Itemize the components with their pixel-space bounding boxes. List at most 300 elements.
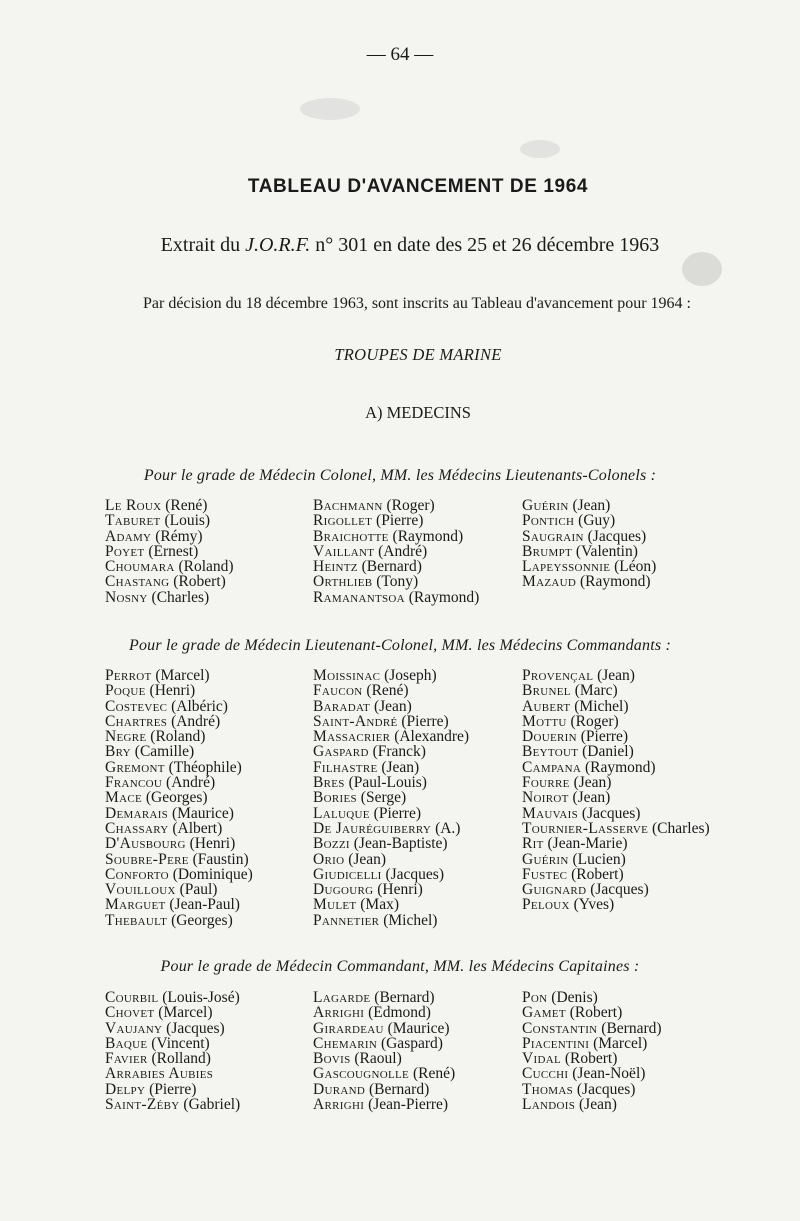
- officer-surname: Vaujany: [105, 1019, 163, 1037]
- officer-entry: [522, 852, 710, 867]
- officer-firstname: (Jean-Paul): [169, 896, 240, 914]
- officer-firstname: (Lucien): [572, 850, 626, 868]
- officer-entry: [522, 1082, 662, 1097]
- officer-surname: Braichotte: [313, 527, 389, 545]
- officer-firstname: (André): [171, 712, 221, 730]
- officer-firstname: (Louis): [164, 512, 211, 530]
- officer-surname: Landois: [522, 1096, 576, 1114]
- officer-entry: [105, 1082, 240, 1097]
- officer-firstname: (Henri): [189, 835, 236, 853]
- officer-firstname: (Jean): [381, 758, 420, 776]
- officer-surname: Perrot: [105, 667, 152, 684]
- name-list-lt-colonel-col3: [522, 668, 710, 913]
- officer-firstname: (Jacques): [166, 1019, 225, 1037]
- officer-firstname: (Pierre): [376, 512, 424, 530]
- officer-surname: Bres: [313, 774, 345, 792]
- officer-firstname: (Henri): [377, 881, 423, 899]
- officer-firstname: (Jacques): [581, 804, 641, 822]
- officer-surname: Conforto: [105, 865, 169, 883]
- officer-surname: De Jauréguiberry: [313, 819, 432, 837]
- officer-firstname: (Marcel): [593, 1034, 648, 1052]
- officer-entry: [522, 714, 710, 729]
- officer-firstname: (Jean-Noël): [572, 1065, 646, 1083]
- officer-entry: [105, 836, 253, 851]
- officer-entry: [313, 852, 469, 867]
- officer-entry: [522, 513, 656, 528]
- officer-entry: [105, 529, 234, 544]
- officer-surname: Chastang: [105, 573, 170, 591]
- officer-firstname: (Théophile): [168, 758, 242, 776]
- name-list-commandant-col2: [313, 990, 455, 1112]
- officer-entry: [313, 529, 479, 544]
- officer-entry: [313, 1021, 455, 1036]
- officer-entry: [105, 1021, 240, 1036]
- officer-entry: [105, 790, 253, 805]
- officer-surname: Le Roux: [105, 497, 162, 514]
- officer-surname: Bovis: [313, 1050, 351, 1068]
- officer-surname: Mazaud: [522, 573, 577, 591]
- officer-entry: [105, 1005, 240, 1020]
- officer-entry: [105, 574, 234, 589]
- officer-surname: Guérin: [522, 497, 569, 514]
- officer-firstname: (Raymond): [392, 527, 464, 545]
- officer-firstname: (André): [166, 774, 216, 792]
- officer-surname: Arrighi: [313, 1004, 365, 1022]
- officer-firstname: (Jean): [573, 774, 612, 792]
- officer-entry: [105, 729, 253, 744]
- officer-surname: Fustec: [522, 865, 568, 883]
- name-list-colonel-col1: [105, 498, 234, 605]
- officer-surname: Francou: [105, 774, 163, 792]
- officer-surname: Ramanantsoa: [313, 588, 405, 606]
- officer-firstname: (René): [165, 497, 208, 514]
- officer-firstname: (René): [366, 682, 409, 700]
- officer-surname: Constantin: [522, 1019, 598, 1037]
- officer-firstname: (Edmond): [368, 1004, 431, 1022]
- officer-surname: Fourre: [522, 774, 570, 792]
- officer-firstname: (Gaspard): [380, 1034, 443, 1052]
- officer-entry: [105, 1051, 240, 1066]
- officer-firstname: (Daniel): [582, 743, 634, 761]
- officer-entry: [313, 867, 469, 882]
- officer-firstname: (Marcel): [155, 667, 210, 684]
- officer-surname: Tournier-Lasserve: [522, 819, 649, 837]
- officer-firstname: (Jean): [572, 497, 611, 514]
- officer-firstname: (Camille): [134, 743, 195, 761]
- officer-firstname: (Marc): [574, 682, 618, 700]
- officer-firstname: (Jean-Pierre): [368, 1096, 449, 1114]
- officer-firstname: (Joseph): [384, 667, 437, 684]
- officer-surname: Brunel: [522, 682, 571, 700]
- officer-firstname: (Alexandre): [394, 728, 470, 746]
- officer-entry: [105, 852, 253, 867]
- officer-entry: [522, 574, 656, 589]
- officer-firstname: (Raymond): [584, 758, 656, 776]
- officer-surname: Moissinac: [313, 667, 381, 684]
- officer-firstname: (Bernard): [368, 1080, 430, 1098]
- officer-entry: [105, 513, 234, 528]
- journal-name: J.O.R.F.: [245, 234, 311, 256]
- officer-surname: Noirot: [522, 789, 569, 807]
- officer-firstname: (Robert): [173, 573, 226, 591]
- officer-entry: [522, 806, 710, 821]
- officer-entry: [522, 1066, 662, 1081]
- officer-firstname: (Valentin): [575, 542, 638, 560]
- officer-surname: Thomas: [522, 1080, 573, 1098]
- officer-entry: [313, 498, 479, 513]
- officer-firstname: (Guy): [578, 512, 616, 530]
- officer-surname: Lagarde: [313, 989, 371, 1006]
- officer-firstname: (Léon): [614, 558, 657, 576]
- officer-firstname: (Dominique): [172, 865, 253, 883]
- officer-entry: [105, 683, 253, 698]
- officer-firstname: (Jean): [373, 697, 412, 715]
- officer-surname: Favier: [105, 1050, 148, 1068]
- officer-surname: Guignard: [522, 881, 587, 899]
- officer-entry: [522, 775, 710, 790]
- officer-surname: Mulet: [313, 896, 357, 914]
- officer-entry: [522, 760, 710, 775]
- officer-surname: Chartres: [105, 712, 168, 730]
- officer-surname: Bozzi: [313, 835, 350, 853]
- officer-firstname: (Ernest): [148, 542, 199, 560]
- officer-entry: [522, 1051, 662, 1066]
- officer-entry: [522, 897, 710, 912]
- officer-firstname: (Vincent): [151, 1034, 210, 1052]
- officer-surname: Bachmann: [313, 497, 383, 514]
- officer-entry: [105, 714, 253, 729]
- officer-surname: Provençal: [522, 667, 594, 684]
- officer-surname: Chassary: [105, 819, 169, 837]
- officer-entry: [313, 559, 479, 574]
- officer-entry: [105, 699, 253, 714]
- officer-entry: [522, 1097, 662, 1112]
- officer-surname: Girardeau: [313, 1019, 384, 1037]
- officer-firstname: (Roland): [178, 558, 234, 576]
- officer-surname: Beytout: [522, 743, 579, 761]
- name-list-colonel-col3: [522, 498, 656, 590]
- officer-surname: Cucchi: [522, 1065, 569, 1083]
- officer-surname: Durand: [313, 1080, 366, 1098]
- name-list-commandant-col3: [522, 990, 662, 1112]
- officer-surname: Orio: [313, 850, 345, 868]
- officer-surname: Chovet: [105, 1004, 155, 1022]
- officer-entry: [313, 836, 469, 851]
- section-heading-medecins: A) MEDECINS: [365, 403, 471, 422]
- officer-surname: Filhastre: [313, 758, 378, 776]
- officer-surname: Guérin: [522, 850, 569, 868]
- officer-entry: [105, 559, 234, 574]
- officer-firstname: (Jacques): [587, 527, 647, 545]
- scan-stain: [520, 140, 560, 158]
- officer-firstname: (Jean-Baptiste): [353, 835, 448, 853]
- officer-firstname: (Bernard): [374, 989, 435, 1006]
- officer-surname: Marguet: [105, 896, 166, 914]
- officer-surname: Pon: [522, 989, 548, 1006]
- officer-firstname: (Rolland): [151, 1050, 211, 1068]
- officer-firstname: (Jean): [572, 789, 611, 807]
- officer-entry: [105, 1036, 240, 1051]
- officer-entry: [522, 1036, 662, 1051]
- grade-heading-commandant: Pour le grade de Médecin Commandant, MM. les Médecins Capitaines :: [160, 958, 640, 975]
- officer-surname: Courbil: [105, 989, 159, 1006]
- officer-surname: Arrighi: [313, 1096, 365, 1114]
- officer-firstname: (Raoul): [354, 1050, 402, 1068]
- officer-entry: [313, 699, 469, 714]
- officer-firstname: (Maurice): [171, 804, 234, 822]
- officer-entry: [522, 498, 656, 513]
- officer-surname: Costevec: [105, 697, 168, 715]
- officer-firstname: (Tony): [376, 573, 419, 591]
- officer-surname: Gremont: [105, 758, 165, 776]
- officer-firstname: (Jean): [579, 1096, 617, 1114]
- officer-surname: Heintz: [313, 558, 358, 576]
- decision-text: Par décision du 18 décembre 1963, sont inscrits au Tableau d'avancement pour 1964 :: [143, 295, 691, 312]
- officer-firstname: (Albert): [172, 819, 223, 837]
- officer-firstname: (Yves): [573, 896, 615, 914]
- scan-stain: [682, 252, 722, 286]
- page-number: — 64 —: [366, 44, 434, 65]
- officer-surname: Demarais: [105, 804, 169, 822]
- officer-firstname: (André): [378, 542, 428, 560]
- officer-entry: [313, 990, 455, 1005]
- officer-entry: [313, 882, 469, 897]
- officer-entry: [105, 668, 253, 683]
- officer-surname: Bories: [313, 789, 357, 807]
- officer-firstname: (Roger): [386, 497, 435, 514]
- officer-firstname: (Rémy): [155, 527, 203, 545]
- officer-entry: [522, 559, 656, 574]
- officer-firstname: (Jacques): [576, 1080, 636, 1098]
- officer-firstname: (Raymond): [408, 588, 480, 606]
- officer-firstname: (Jacques): [385, 865, 444, 883]
- officer-firstname: (Bernard): [361, 558, 422, 576]
- officer-surname: Delpy: [105, 1080, 146, 1098]
- officer-entry: [313, 574, 479, 589]
- officer-entry: [522, 544, 656, 559]
- officer-entry: [105, 1097, 240, 1112]
- officer-surname: Massacrier: [313, 728, 391, 746]
- officer-entry: [313, 775, 469, 790]
- officer-entry: [313, 513, 479, 528]
- officer-firstname: (Albéric): [171, 697, 228, 715]
- officer-surname: Pontich: [522, 512, 575, 530]
- officer-entry: [105, 760, 253, 775]
- grade-heading-colonel: Pour le grade de Médecin Colonel, MM. les Médecins Lieutenants-Colonels :: [143, 467, 657, 484]
- officer-entry: [313, 1036, 455, 1051]
- officer-entry: [313, 1082, 455, 1097]
- officer-surname: Giudicelli: [313, 865, 382, 883]
- officer-surname: Pannetier: [313, 911, 380, 929]
- officer-surname: Rit: [522, 835, 544, 853]
- officer-surname: Saint-André: [313, 712, 398, 730]
- officer-entry: [522, 882, 710, 897]
- officer-surname: Saint-Zéby: [105, 1096, 180, 1114]
- officer-entry: [105, 775, 253, 790]
- officer-entry: [313, 590, 479, 605]
- officer-surname: Poyet: [105, 542, 145, 560]
- page-title: TABLEAU D'AVANCEMENT DE 1964: [247, 176, 589, 197]
- officer-firstname: (Marcel): [158, 1004, 213, 1022]
- officer-surname: Soubre-Pere: [105, 850, 189, 868]
- officer-surname: Chemarin: [313, 1034, 378, 1052]
- officer-surname: Faucon: [313, 682, 363, 700]
- officer-surname: Orthlieb: [313, 573, 373, 591]
- officer-entry: [313, 760, 469, 775]
- officer-surname: Adamy: [105, 527, 152, 545]
- officer-entry: [522, 729, 710, 744]
- officer-entry: [313, 744, 469, 759]
- officer-entry: [522, 683, 710, 698]
- officer-surname: Gamet: [522, 1004, 566, 1022]
- officer-surname: Arrabies Aubies: [105, 1065, 214, 1083]
- officer-surname: Brumpt: [522, 542, 573, 560]
- officer-entry: [522, 668, 710, 683]
- officer-entry: [522, 836, 710, 851]
- officer-firstname: (Georges): [171, 911, 233, 929]
- officer-firstname: (Jean): [597, 667, 635, 684]
- officer-surname: Vidal: [522, 1050, 561, 1068]
- officer-firstname: (Pierre): [149, 1080, 197, 1098]
- officer-entry: [522, 699, 710, 714]
- officer-firstname: (Michel): [383, 911, 438, 929]
- officer-entry: [313, 714, 469, 729]
- officer-firstname: (Georges): [145, 789, 208, 807]
- officer-surname: Baradat: [313, 697, 371, 715]
- officer-entry: [105, 590, 234, 605]
- officer-entry: [522, 990, 662, 1005]
- officer-firstname: (Bernard): [601, 1019, 662, 1037]
- officer-firstname: (Pierre): [401, 712, 449, 730]
- officer-firstname: (Paul): [179, 881, 218, 899]
- officer-surname: Nosny: [105, 588, 148, 606]
- officer-firstname: (Denis): [551, 989, 598, 1006]
- officer-firstname: (Pierre): [580, 728, 629, 746]
- grade-heading-lieutenant-colonel: Pour le grade de Médecin Lieutenant-Colonel, MM. les Médecins Commandants :: [129, 637, 671, 654]
- officer-entry: [105, 498, 234, 513]
- name-list-lt-colonel-col1: [105, 668, 253, 928]
- officer-surname: Douerin: [522, 728, 577, 746]
- officer-firstname: (Max): [360, 896, 400, 914]
- officer-entry: [313, 683, 469, 698]
- officer-surname: Gaspard: [313, 743, 369, 761]
- officer-entry: [105, 913, 253, 928]
- officer-surname: Piacentini: [522, 1034, 590, 1052]
- officer-entry: [105, 744, 253, 759]
- officer-entry: [313, 1051, 455, 1066]
- name-list-commandant-col1: [105, 990, 240, 1112]
- officer-entry: [522, 821, 710, 836]
- officer-firstname: (Serge): [360, 789, 407, 807]
- officer-firstname: (Louis-José): [162, 989, 240, 1006]
- officer-surname: Saugrain: [522, 527, 584, 545]
- officer-entry: [105, 867, 253, 882]
- officer-surname: Thebault: [105, 911, 168, 929]
- scan-stain: [300, 98, 360, 120]
- name-list-colonel-col2: [313, 498, 479, 605]
- officer-firstname: (René): [412, 1065, 456, 1083]
- officer-surname: Campana: [522, 758, 582, 776]
- extract-line: [0, 234, 800, 257]
- officer-surname: Negre: [105, 728, 147, 746]
- officer-entry: [313, 897, 469, 912]
- officer-surname: Mauvais: [522, 804, 579, 822]
- officer-surname: Vouilloux: [105, 881, 176, 899]
- officer-entry: [522, 529, 656, 544]
- officer-firstname: (Gabriel): [183, 1096, 241, 1114]
- officer-entry: [313, 913, 469, 928]
- officer-firstname: (Robert): [571, 865, 624, 883]
- officer-entry: [522, 1005, 662, 1020]
- officer-firstname: (Charles): [651, 819, 710, 837]
- officer-firstname: (Michel): [574, 697, 629, 715]
- officer-firstname: (Pierre): [373, 804, 422, 822]
- officer-firstname: (Faustin): [192, 850, 249, 868]
- officer-entry: [105, 544, 234, 559]
- officer-entry: [313, 729, 469, 744]
- officer-firstname: (Jacques): [590, 881, 649, 899]
- officer-entry: [313, 821, 469, 836]
- extract-suffix: n° 301 en date des 25 et 26 décembre 1963: [310, 234, 660, 256]
- officer-entry: [105, 990, 240, 1005]
- officer-entry: [105, 1066, 240, 1081]
- officer-entry: [105, 806, 253, 821]
- officer-entry: [105, 897, 253, 912]
- officer-firstname: (Jean): [348, 850, 387, 868]
- officer-firstname: (Charles): [151, 588, 210, 606]
- officer-surname: D'Ausbourg: [105, 835, 186, 853]
- officer-surname: Taburet: [105, 512, 161, 530]
- officer-surname: Peloux: [522, 896, 570, 914]
- officer-surname: Poque: [105, 682, 146, 700]
- officer-surname: Gascougnolle: [313, 1065, 410, 1083]
- officer-entry: [522, 1021, 662, 1036]
- officer-entry: [105, 821, 253, 836]
- officer-entry: [522, 744, 710, 759]
- officer-entry: [313, 790, 469, 805]
- officer-surname: Rigollet: [313, 512, 373, 530]
- officer-surname: Aubert: [522, 697, 571, 715]
- officer-surname: Laluque: [313, 804, 370, 822]
- officer-firstname: (Jean-Marie): [547, 835, 628, 853]
- officer-firstname: (Robert): [569, 1004, 623, 1022]
- officer-entry: [522, 790, 710, 805]
- officer-entry: [313, 668, 469, 683]
- officer-entry: [313, 544, 479, 559]
- officer-firstname: (Roland): [150, 728, 206, 746]
- officer-firstname: (Franck): [372, 743, 426, 761]
- officer-entry: [522, 867, 710, 882]
- officer-entry: [105, 882, 253, 897]
- officer-surname: Dugourg: [313, 881, 374, 899]
- officer-surname: Mace: [105, 789, 142, 807]
- officer-entry: [313, 806, 469, 821]
- officer-entry: [313, 1097, 455, 1112]
- section-heading-troupes: TROUPES DE MARINE: [334, 345, 502, 364]
- officer-firstname: (Maurice): [387, 1019, 450, 1037]
- name-list-lt-colonel-col2: [313, 668, 469, 928]
- officer-firstname: (Paul-Louis): [348, 774, 427, 792]
- officer-surname: Lapeyssonnie: [522, 558, 611, 576]
- officer-surname: Mottu: [522, 712, 567, 730]
- officer-surname: Choumara: [105, 558, 175, 576]
- officer-firstname: (Henri): [149, 682, 196, 700]
- officer-firstname: (Raymond): [579, 573, 651, 591]
- officer-surname: Bry: [105, 743, 131, 761]
- officer-firstname: (A.): [435, 819, 461, 837]
- officer-entry: [313, 1066, 455, 1081]
- officer-firstname: (Roger): [570, 712, 619, 730]
